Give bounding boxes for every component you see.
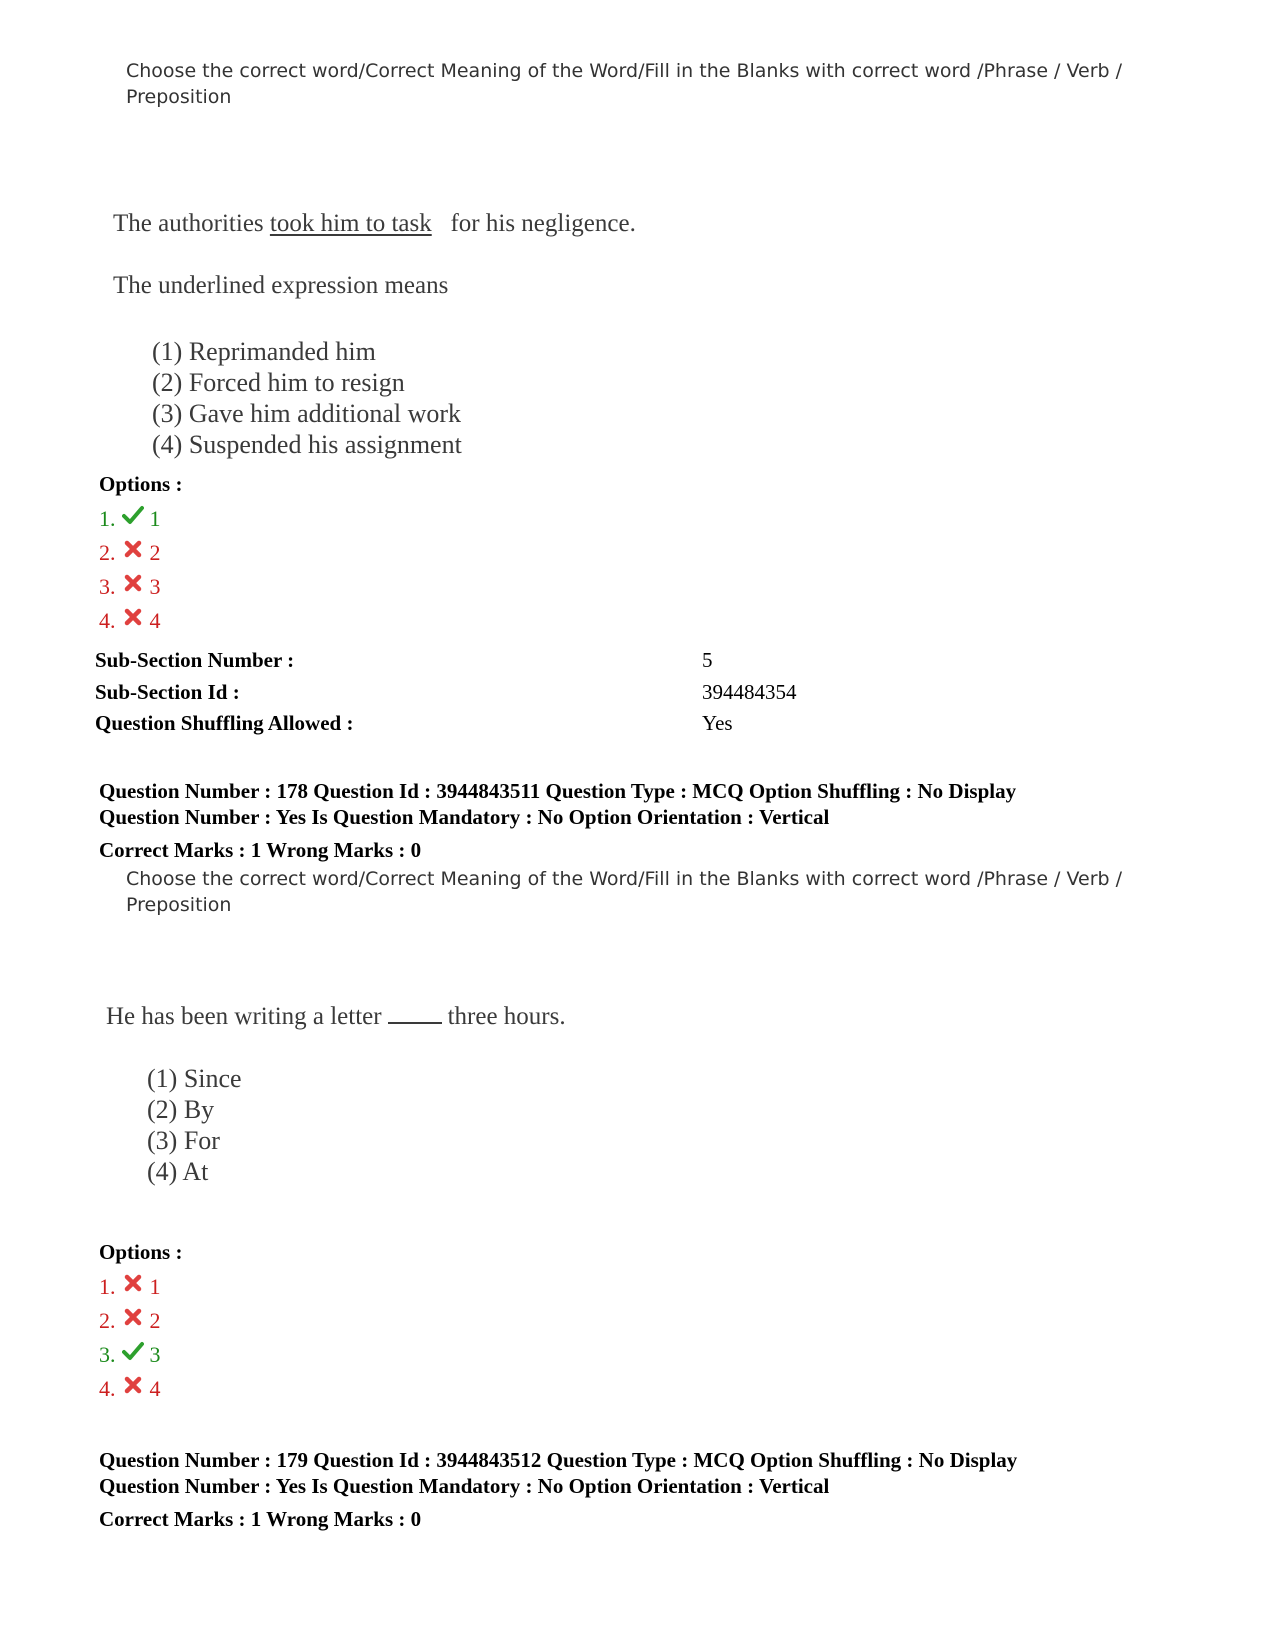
choice-item: (4) Suspended his assignment [152, 430, 462, 459]
option-row [99, 536, 161, 570]
option-number: 4. [99, 1376, 116, 1401]
question-sentence [113, 210, 636, 238]
check-icon [122, 504, 144, 526]
option-value: 3 [149, 1342, 161, 1367]
instruction-line: Preposition [126, 86, 232, 108]
underlined-expression: took him to task [269, 210, 432, 237]
option-row [99, 1338, 161, 1372]
subsection-id-value: 394484354 [702, 680, 797, 704]
instruction-line: Preposition [126, 894, 232, 916]
sentence-text: He has been writing a letter [106, 1003, 382, 1030]
cross-icon [122, 606, 144, 628]
option-number: 1. [99, 506, 116, 531]
choice-item: (1) Since [147, 1064, 242, 1093]
subsection-number-value: 5 [702, 648, 713, 672]
option-row [99, 502, 161, 536]
option-number: 2. [99, 540, 116, 565]
subsection-id-label: Sub-Section Id : [95, 680, 240, 704]
question-header [99, 1447, 1017, 1499]
option-value: 2 [149, 540, 161, 565]
option-value: 4 [149, 608, 161, 633]
options-list [99, 1270, 161, 1406]
option-value: 1 [149, 1274, 161, 1299]
instruction-line: Choose the correct word/Correct Meaning of the Word/Fill in the Blanks with correct word /Phrase / Verb / [126, 868, 1123, 890]
question-choices [152, 336, 462, 460]
choice-item: (3) For [147, 1126, 220, 1155]
option-row [99, 604, 161, 638]
question-instruction [126, 58, 1122, 110]
option-number: 3. [99, 574, 116, 599]
question-header-line: Question Number : 179 Question Id : 3944843512 Question Type : MCQ Option Shuffling : No Display [99, 1448, 1018, 1472]
cross-icon [122, 1306, 144, 1328]
cross-icon [122, 1272, 144, 1294]
options-label: Options : [99, 1240, 183, 1264]
question-instruction [126, 866, 1122, 918]
choice-item: (2) By [147, 1095, 215, 1124]
question-shuffling-value: Yes [702, 711, 733, 735]
question-shuffling-label: Question Shuffling Allowed : [95, 711, 354, 735]
option-row [99, 1270, 161, 1304]
choice-item: (4) At [147, 1157, 209, 1186]
fill-blank [388, 1000, 442, 1024]
option-number: 4. [99, 608, 116, 633]
question-prompt: The underlined expression means [113, 272, 449, 299]
option-row [99, 570, 161, 604]
question-sentence [106, 1000, 566, 1031]
option-value: 1 [149, 506, 161, 531]
option-row [99, 1304, 161, 1338]
sentence-text: for his negligence. [450, 210, 636, 237]
sentence-text: The authorities [113, 210, 264, 237]
option-number: 3. [99, 1342, 116, 1367]
check-icon [122, 1340, 144, 1362]
options-label: Options : [99, 472, 183, 496]
question-marks: Correct Marks : 1 Wrong Marks : 0 [99, 838, 422, 862]
question-header [99, 778, 1016, 830]
subsection-number-label: Sub-Section Number : [95, 648, 295, 672]
question-header-line: Question Number : 178 Question Id : 3944843511 Question Type : MCQ Option Shuffling : No Display [99, 779, 1017, 803]
choice-item: (3) Gave him additional work [152, 399, 462, 428]
option-value: 4 [149, 1376, 161, 1401]
question-header-line: Question Number : Yes Is Question Mandatory : No Option Orientation : Vertical [99, 1474, 830, 1498]
cross-icon [122, 538, 144, 560]
question-header-line: Question Number : Yes Is Question Mandatory : No Option Orientation : Vertical [99, 805, 830, 829]
choice-item: (1) Reprimanded him [152, 337, 376, 366]
sentence-text: three hours. [447, 1003, 566, 1030]
instruction-line: Choose the correct word/Correct Meaning of the Word/Fill in the Blanks with correct word /Phrase / Verb / [126, 60, 1123, 82]
option-number: 2. [99, 1308, 116, 1333]
option-value: 3 [149, 574, 161, 599]
option-row [99, 1372, 161, 1406]
question-marks: Correct Marks : 1 Wrong Marks : 0 [99, 1507, 422, 1531]
question-choices [147, 1063, 242, 1187]
cross-icon [122, 1374, 144, 1396]
choice-item: (2) Forced him to resign [152, 368, 405, 397]
cross-icon [122, 572, 144, 594]
options-list [99, 502, 161, 638]
option-value: 2 [149, 1308, 161, 1333]
option-number: 1. [99, 1274, 116, 1299]
